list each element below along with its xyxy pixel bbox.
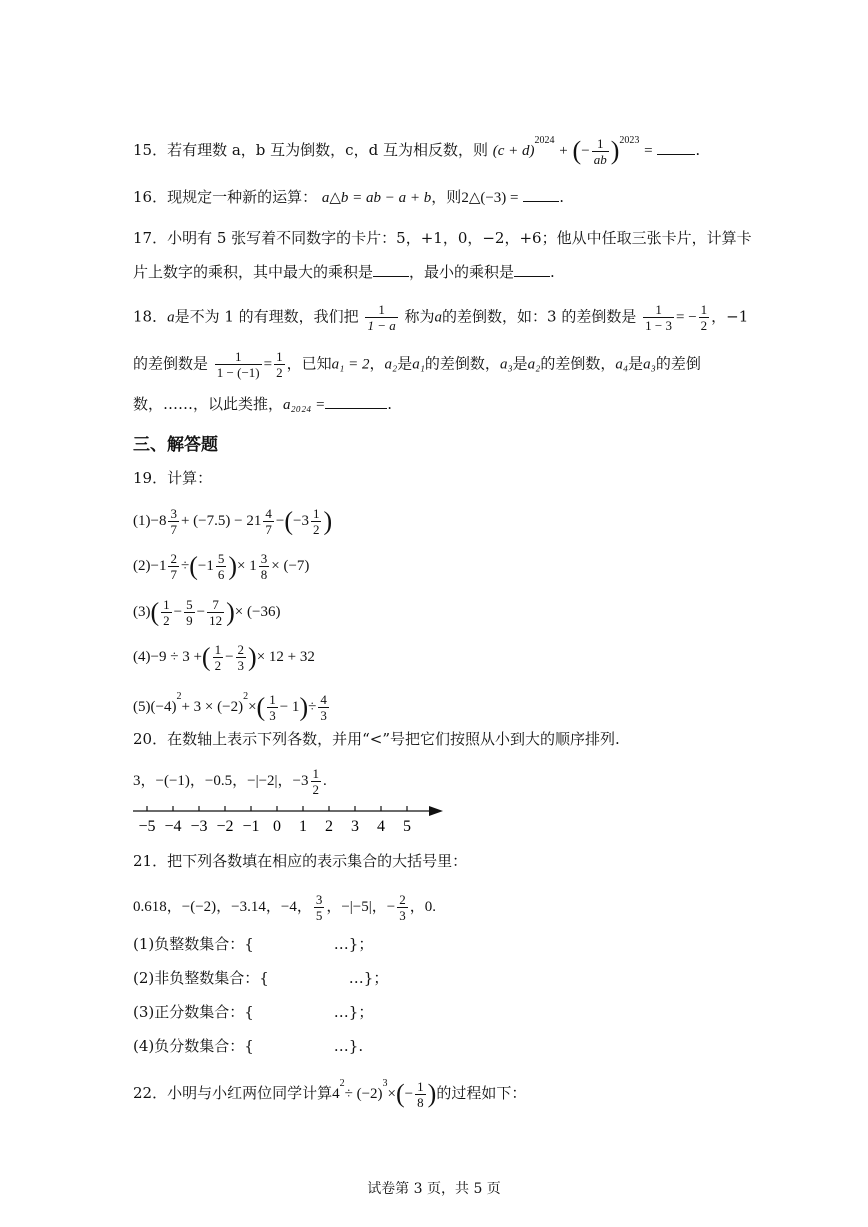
q18-l2-h: 是 (628, 354, 644, 373)
q22-base: 4 (332, 1086, 340, 1102)
q19-p1-a: −8 (150, 512, 167, 529)
q18-l2-i: 的差倒 (655, 354, 701, 373)
q19-p5-d: ÷ (308, 699, 317, 715)
arrow-head-icon (429, 806, 443, 816)
q21-numbers (133, 892, 436, 923)
tick-label: −4 (164, 818, 182, 835)
page-footer: 试卷第 3 页，共 5 页 (367, 1181, 501, 1197)
question-22: 22．小明与小红两位同学计算$4^2\div (-2)^3\times(-$ $\frac{1}{8}$ )的过程如下： (133, 1078, 527, 1110)
q19-p5-frac2: $\frac{4}{3}$ (320, 692, 327, 724)
q16-expression: 2△(−3) = (461, 190, 519, 206)
q20-frac: $\frac{1}{2}$ (312, 766, 320, 797)
question-18-line2 (133, 349, 701, 380)
q19-part2: (2)−1 $\frac{2}{7}$ ÷(−1 $\frac{5}{6}$ )× 1 $\frac{3}{8}$ × (−7) (133, 551, 310, 582)
question-16 (133, 187, 564, 208)
q19-p3-m1: − (173, 603, 183, 620)
q18-l2-g: 的差倒数， (540, 354, 616, 373)
q20-nums: 3，−(−1)，−0.5，−|−2|，−3 (133, 772, 309, 789)
q17-max-blank[interactable] (373, 262, 409, 277)
q19-p2-e: × (−7) (271, 557, 310, 574)
tick-label: −5 (138, 818, 156, 835)
q18-text-4: ，−1 (711, 307, 749, 326)
q18-l3-a: 数，……，以此类推， (133, 395, 284, 413)
q18-frac-ex2-res: $\frac{1}{2}$ (276, 349, 283, 380)
q19-p3-e: × (−36) (234, 603, 281, 620)
q19-p5-s2: 2 (243, 691, 249, 702)
q16-definition: a△b = ab − a + b (321, 190, 432, 206)
question-17-line1: 17．小明有 5 张写着不同数字的卡片：5，+1，0，−2，+6；他从中任取三张卡片，计算卡 (133, 229, 752, 247)
q18-frac-ex1: $\frac{1}{1 - 3}$ (645, 302, 672, 333)
tick-label: −1 (242, 818, 260, 835)
q18-text-1: 是不为 1 的有理数，我们把 (174, 307, 359, 326)
q21-head: 21．把下列各数填在相应的表示集合的大括号里： (133, 852, 468, 870)
q19-p4-e: × 12 + 32 (256, 648, 315, 665)
q16-period: . (559, 188, 565, 206)
q19-p3-m2: − (196, 603, 206, 620)
q19-p3-label: (3) (133, 603, 151, 620)
q18-l2-d: 是 (397, 354, 413, 373)
q18-a2024: a₂₀₂₄ = (283, 397, 326, 413)
q19-p2-frac2: $\frac{5}{6}$ (217, 551, 225, 582)
q21-s3-end: …}； (333, 1003, 374, 1021)
q21-s1-end: …}； (333, 935, 374, 953)
section-title: 三、解答题 (133, 435, 218, 455)
q22-c: × (387, 1086, 396, 1102)
q15-exp1: 2024 (534, 135, 555, 146)
q21-set-2[interactable] (133, 968, 388, 988)
q21-s4-end: …}. (333, 1037, 364, 1055)
q18-frac-ex1-res: $\frac{1}{2}$ (700, 302, 708, 333)
q22-s2: 3 (382, 1078, 388, 1089)
q19-p1-d: −3 (292, 512, 309, 529)
q21-set-1[interactable] (133, 934, 373, 954)
q22-text: 22．小明与小红两位同学计算 (133, 1084, 333, 1102)
q18-a4: a₄ (615, 356, 629, 373)
q19-part4: (4)−9 ÷ 3 +( $\frac{1}{2}$ − $\frac{2}{3}$ )× 12 + 32 (133, 642, 315, 673)
q20-period: . (323, 772, 327, 789)
q18-eq-minus: = − (676, 309, 697, 326)
q21-set-3[interactable] (133, 1002, 373, 1022)
question-15: 15．若有理数 a，b 互为倒数，c，d 互为相反数，则 $(c + d)^{2024}$ + (− $\frac{1}{ab}$ )$^{2023}$ = . (133, 135, 701, 167)
q19-p2-a: −1 (150, 557, 167, 574)
q22-b: ÷ (−2) (344, 1086, 383, 1102)
q19-p1-frac3: $\frac{1}{2}$ (312, 506, 320, 537)
q22-s1: 2 (339, 1078, 345, 1089)
q18-l2-f: 是 (512, 354, 528, 373)
q19-p4-frac1: $\frac{1}{2}$ (214, 642, 222, 673)
q19-p4-m: − (225, 648, 234, 665)
q21-set-4[interactable] (133, 1036, 363, 1056)
q21-nums3: ，0. (409, 898, 436, 915)
q20-numbers (133, 766, 327, 797)
q19-p3-frac1: $\frac{1}{2}$ (163, 597, 170, 628)
q19-p5-b: + 3 × (−2) (181, 699, 244, 715)
q19-p4-a: −9 ÷ 3 + (150, 648, 202, 665)
q21-s1-label: (1)负整数集合：{ (133, 935, 254, 953)
q15-equals: = (644, 143, 653, 159)
q18-var-a2: a (434, 309, 443, 326)
q16-number: 16． (133, 188, 168, 206)
q15-text: 若有理数 a，b 互为倒数，c，d 互为相反数，则 (167, 141, 488, 159)
q18-period: . (387, 395, 393, 413)
q18-a2: a₂ (384, 356, 398, 373)
question-18-line3 (133, 394, 392, 415)
q18-a3b: a₃ (643, 356, 656, 373)
q18-l2-c: ， (369, 354, 385, 373)
q15-fraction: $\frac{1}{ab}$ (593, 135, 607, 167)
q21-s2-end: …}； (348, 969, 389, 987)
q21-nums1: 0.618，−(−2)，−3.14，−4， (133, 898, 312, 915)
q19-p5-s1: 2 (176, 691, 182, 702)
q20-head: 20．在数轴上表示下列各数，并用“<”号把它们按照从小到大的顺序排列. (133, 730, 620, 748)
q19-p5-a: (−4) (150, 699, 177, 715)
q21-frac1: $\frac{3}{5}$ (315, 892, 323, 923)
q17-text-b: ，最小的乘积是 (409, 263, 515, 281)
q18-a1b: a₁ (412, 356, 425, 373)
q15-exp2: 2023 (619, 135, 640, 146)
q18-l2-e: 的差倒数， (424, 354, 500, 373)
tick-label: 1 (299, 818, 307, 835)
q21-frac2: $\frac{2}{3}$ (399, 892, 406, 923)
q18-a3: a₃ (499, 356, 513, 373)
q19-p1-label: (1) (133, 512, 151, 529)
q16-text: 现规定一种新的运算： (167, 188, 318, 206)
q18-text-3: 的差倒数，如：3 的差倒数是 (442, 307, 637, 326)
q18-l2-b: ，已知 (286, 354, 332, 373)
q21-nums2: ，−|−5|，− (326, 898, 396, 915)
tick-label: −2 (216, 818, 234, 835)
number-line[interactable] (125, 800, 455, 840)
tick-label: 0 (273, 818, 281, 835)
tick-label: 5 (403, 818, 411, 835)
q19-p2-d: × 1 (237, 557, 257, 574)
q19-p2-label: (2) (133, 557, 151, 574)
q18-frac-def: $\frac{1}{1 - a}$ (367, 302, 396, 333)
tick-label: 4 (377, 818, 385, 835)
q19-p1-frac2: $\frac{4}{7}$ (265, 506, 272, 537)
q15-paren-close: ) (610, 136, 620, 165)
q19-p2-frac3: $\frac{3}{8}$ (260, 551, 268, 582)
q19-p1-frac1: $\frac{3}{7}$ (170, 506, 177, 537)
q19-p2-b: ÷ (180, 557, 190, 574)
q18-frac-ex2: $\frac{1}{1 - (-1)}$ (216, 349, 260, 380)
q19-p1-b: + (−7.5) − 21 (180, 512, 262, 529)
q19-p3-frac2: $\frac{5}{9}$ (186, 597, 193, 628)
q19-p2-frac1: $\frac{2}{7}$ (170, 551, 177, 582)
q19-head: 19．计算： (133, 469, 213, 487)
q18-text-2: 称为 (404, 307, 435, 326)
tick-label: 3 (351, 818, 359, 835)
q19-p5-label: (5) (133, 699, 151, 715)
q18-var-a: a (167, 309, 175, 326)
q19-part3: (3)( $\frac{1}{2}$ − $\frac{5}{9}$ − $\frac{7}{12}$ )× (−36) (133, 597, 281, 628)
q15-expr-cd: (c + d) (492, 143, 535, 159)
q22-d: 的过程如下： (436, 1084, 527, 1102)
q15-period: . (695, 141, 701, 159)
q15-plus: + (559, 143, 568, 159)
q21-s4-label: (4)负分数集合：{ (133, 1037, 254, 1055)
q17-text-a: 片上数字的乘积，其中最大的乘积是 (133, 263, 374, 281)
q19-p4-frac2: $\frac{2}{3}$ (237, 642, 245, 673)
q16-answer-blank[interactable] (523, 187, 559, 202)
q15-answer-blank[interactable] (657, 140, 695, 155)
q15-paren-open: ( (572, 136, 582, 165)
q19-p5-frac1: $\frac{1}{3}$ (269, 692, 276, 724)
q19-p3-frac3: $\frac{7}{12}$ (209, 597, 223, 628)
q16-mid: ，则 (431, 188, 462, 206)
q21-s3-label: (3)正分数集合：{ (133, 1003, 254, 1021)
q17-period: . (550, 263, 555, 281)
q19-p2-c: −1 (197, 557, 214, 574)
q18-answer-blank[interactable] (325, 394, 387, 409)
q19-p5-m: − 1 (279, 699, 300, 715)
q15-number: 15． (133, 141, 168, 159)
q18-l2-a: 的差倒数是 (133, 354, 209, 373)
q19-p4-label: (4) (133, 648, 151, 665)
q18-number: 18． (133, 307, 168, 326)
tick-label: 2 (325, 818, 333, 835)
q19-p5-c: × (248, 699, 257, 715)
question-18-line1 (133, 302, 748, 333)
q21-s2-label: (2)非负整数集合：{ (133, 969, 269, 987)
q19-part5: $(5)(-4)^2+ 3 \times (-2)^2\times$( $\frac{1}{3}$ − 1)÷ $\frac{4}{3}$ (133, 691, 327, 724)
q17-min-blank[interactable] (514, 262, 550, 277)
q22-frac: $\frac{1}{8}$ (417, 1078, 424, 1110)
q18-a1: a₁ = 2 (331, 356, 370, 373)
q19-p1-c: − (275, 512, 285, 529)
q18-eq: = (263, 356, 273, 373)
question-17-line2 (133, 262, 555, 282)
tick-label: −3 (190, 818, 208, 835)
q18-a2b: a₂ (527, 356, 541, 373)
q19-part1: (1)−8 $\frac{3}{7}$ + (−7.5) − 21 $\frac{4}{7}$ −(−3 $\frac{1}{2}$ ) (133, 506, 333, 537)
